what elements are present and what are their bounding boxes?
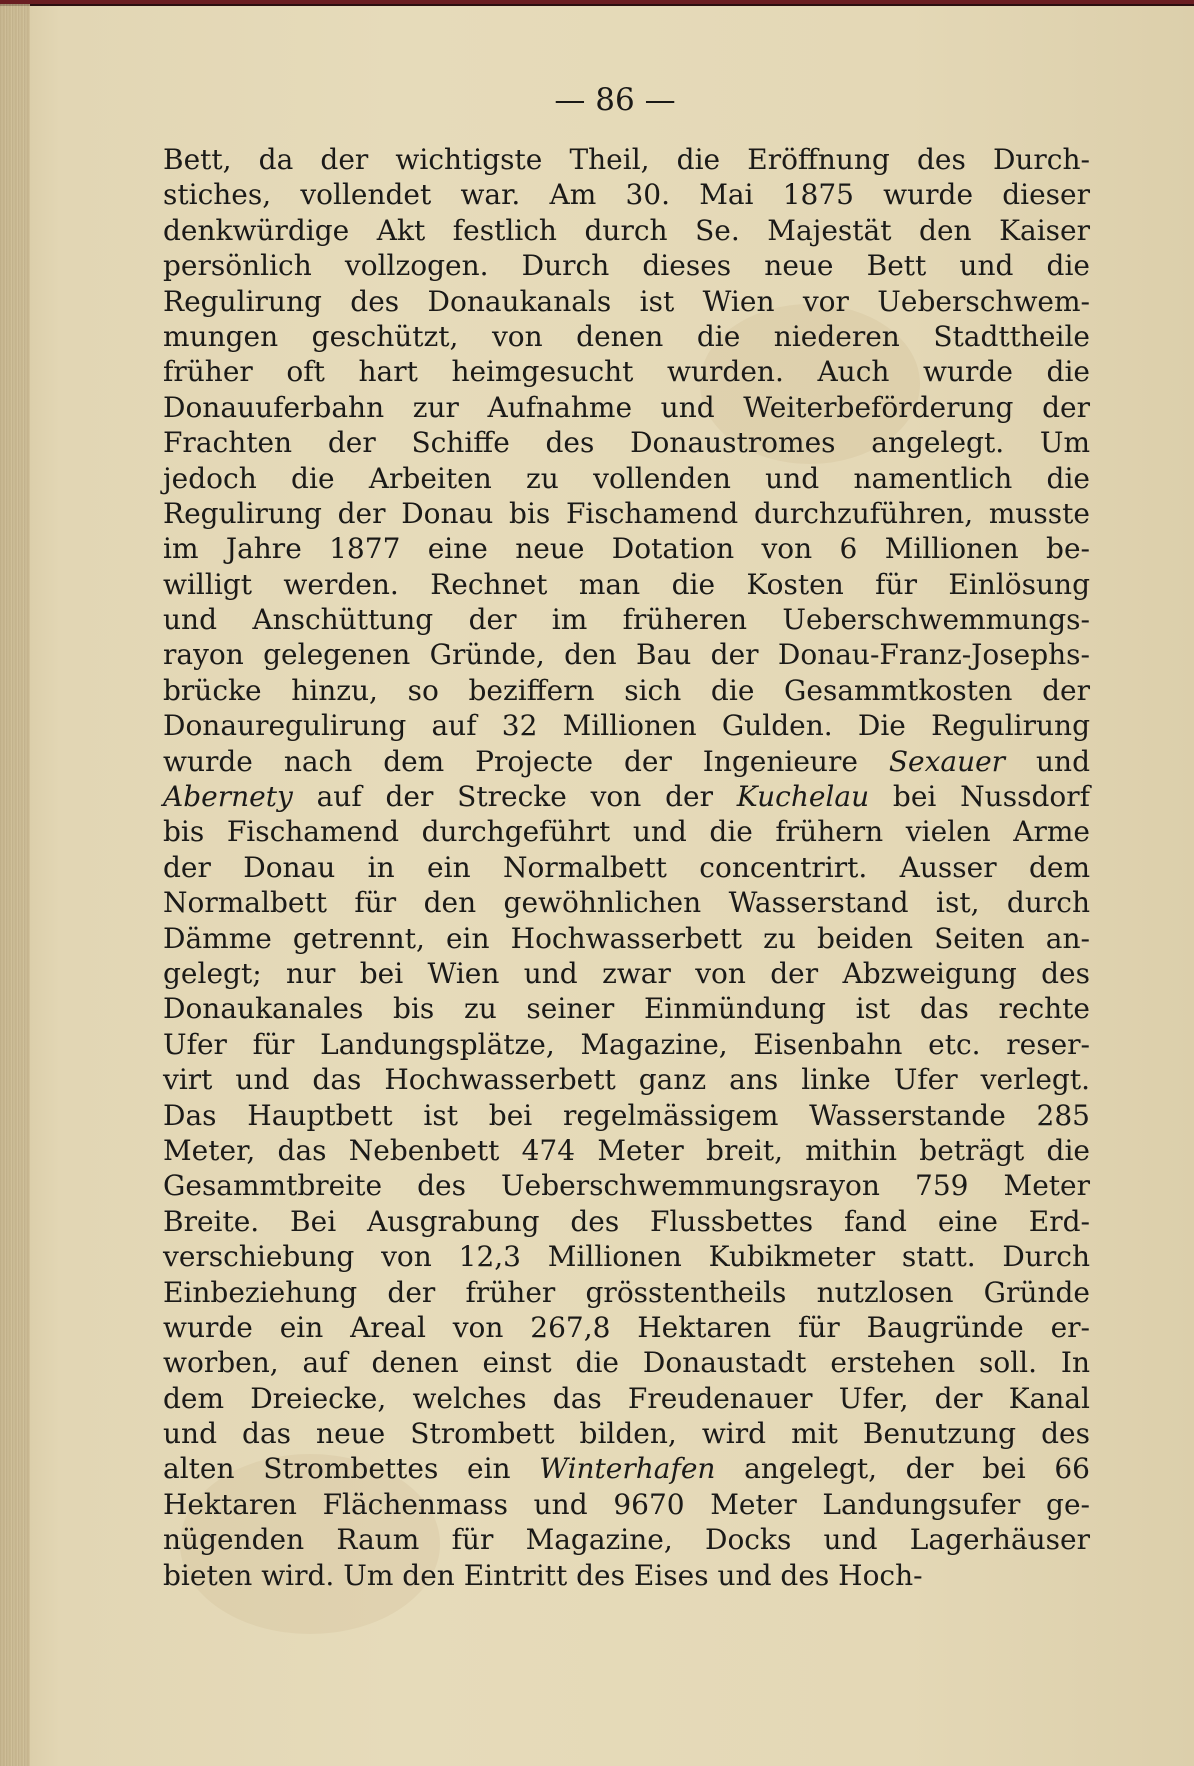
text-segment: Donaukanales bis zu seiner Einmündung ist das rechte [163, 992, 1090, 1026]
text-line [163, 1027, 1090, 1062]
text-line [163, 1204, 1090, 1239]
text-line [163, 496, 1090, 531]
text-segment: und das neue Strombett bilden, wird mit Benutzung des [163, 1417, 1090, 1451]
text-segment: brücke hinzu, so beziffern sich die Gesammtkosten der [163, 673, 1090, 707]
text-segment: auf der Strecke von der [292, 780, 737, 814]
text-segment: im Jahre 1877 eine neue Dotation von 6 Millionen be- [163, 532, 1090, 566]
text-segment: Regulirung des Donaukanals ist Wien vor Ueberschwem- [163, 284, 1090, 318]
text-segment: Regulirung der Donau bis Fischamend durchzuführen, musste [163, 496, 1090, 530]
text-segment: Frachten der Schiffe des Donaustromes angelegt. Um [163, 426, 1090, 460]
text-line [163, 1381, 1090, 1416]
text-line [163, 1345, 1090, 1380]
text-line [163, 956, 1090, 991]
text-line [163, 1133, 1090, 1168]
text-segment: Donauregulirung auf 32 Millionen Gulden. Die Regulirung [163, 709, 1090, 743]
text-segment: bei Nussdorf [869, 780, 1090, 814]
text-line [163, 567, 1090, 602]
text-segment: denkwürdige Akt festlich durch Se. Majestät den Kaiser [163, 213, 1090, 247]
text-segment: worben, auf denen einst die Donaustadt erstehen soll. In [163, 1346, 1090, 1380]
text-segment: Einbeziehung der früher grösstentheils nutzlosen Gründe [163, 1275, 1090, 1309]
page-number: — 86 — [554, 82, 676, 118]
text-segment: gelegt; nur bei Wien und zwar von der Abzweigung des [163, 956, 1090, 990]
text-segment: Hektaren Flächenmass und 9670 Meter Landungsufer ge- [163, 1487, 1090, 1521]
text-segment: willigt werden. Rechnet man die Kosten für Einlösung [163, 567, 1090, 601]
book-page [0, 4, 1194, 1766]
text-line [163, 1416, 1090, 1451]
text-line [163, 1451, 1090, 1486]
text-line [163, 1098, 1090, 1133]
text-segment: stiches, vollendet war. Am 30. Mai 1875 wurde dieser [163, 178, 1090, 212]
text-segment: und [1005, 744, 1091, 778]
text-segment: wurde ein Areal von 267,8 Hektaren für Baugründe er- [163, 1310, 1090, 1344]
text-segment: dem Dreiecke, welches das Freudenauer Ufer, der Kanal [163, 1381, 1090, 1415]
text-segment: Gesammtbreite des Ueberschwemmungsrayon 759 Meter [163, 1169, 1090, 1203]
text-segment: früher oft hart heimgesucht wurden. Auch wurde die [163, 355, 1090, 389]
text-line [163, 602, 1090, 637]
italic-name: Winterhafen [539, 1452, 716, 1486]
text-line [163, 673, 1090, 708]
text-segment: bieten wird. Um den Eintritt des Eises und des Hoch- [163, 1558, 923, 1592]
italic-name: Sexauer [888, 744, 1006, 778]
text-line [163, 991, 1090, 1026]
text-segment: der Donau in ein Normalbett concentrirt. Ausser dem [163, 850, 1090, 884]
text-segment: Meter, das Nebenbett 474 Meter breit, mithin beträgt die [163, 1133, 1090, 1167]
text-line [163, 1275, 1090, 1310]
text-line [163, 779, 1090, 814]
text-segment: nügenden Raum für Magazine, Docks und Lagerhäuser [163, 1523, 1090, 1557]
text-line [163, 708, 1090, 743]
text-segment: Breite. Bei Ausgrabung des Flussbettes fand eine Erd- [163, 1204, 1090, 1238]
page-edge [0, 4, 30, 1766]
text-segment: Das Hauptbett ist bei regelmässigem Wasserstande 285 [163, 1098, 1090, 1132]
text-segment: Donauuferbahn zur Aufnahme und Weiterbeförderung der [163, 390, 1090, 424]
text-line [163, 248, 1090, 283]
text-segment: persönlich vollzogen. Durch dieses neue Bett und die [163, 249, 1090, 283]
text-segment: Ufer für Landungsplätze, Magazine, Eisenbahn etc. reser- [163, 1027, 1090, 1061]
text-line [163, 531, 1090, 566]
text-line [163, 354, 1090, 389]
text-segment: wurde nach dem Projecte der Ingenieure [163, 744, 889, 778]
text-segment: mungen geschützt, von denen die niederen Stadttheile [163, 319, 1090, 353]
text-line [163, 1062, 1090, 1097]
text-line [163, 319, 1090, 354]
text-line [163, 744, 1090, 779]
body-text [163, 142, 1090, 1593]
text-line [163, 1239, 1090, 1274]
text-line [163, 1487, 1090, 1522]
text-line [163, 1310, 1090, 1345]
text-line [163, 1168, 1090, 1203]
italic-name: Kuchelau [736, 780, 870, 814]
text-segment: jedoch die Arbeiten zu vollenden und namentlich die [163, 461, 1090, 495]
text-line [163, 1522, 1090, 1557]
text-line [163, 425, 1090, 460]
text-line [163, 142, 1090, 177]
text-line [163, 885, 1090, 920]
text-segment: bis Fischamend durchgeführt und die frühern vielen Arme [163, 815, 1090, 849]
text-segment: virt und das Hochwasserbett ganz ans linke Ufer verlegt. [163, 1063, 1090, 1097]
text-segment: rayon gelegenen Gründe, den Bau der Donau-Franz-Josephs- [163, 638, 1090, 672]
text-line [163, 461, 1090, 496]
text-line [163, 921, 1090, 956]
text-line [163, 213, 1090, 248]
text-segment: Normalbett für den gewöhnlichen Wasserstand ist, durch [163, 886, 1090, 920]
text-line [163, 1558, 1090, 1593]
text-line [163, 814, 1090, 849]
text-segment: und Anschüttung der im früheren Ueberschwemmungs- [163, 603, 1090, 637]
text-segment: Bett, da der wichtigste Theil, die Eröffnung des Durch- [163, 143, 1090, 176]
text-segment: Dämme getrennt, ein Hochwasserbett zu beiden Seiten an- [163, 921, 1090, 955]
text-line [163, 637, 1090, 672]
text-segment: angelegt, der bei 66 [715, 1452, 1090, 1486]
text-line [163, 284, 1090, 319]
italic-name: Abernety [163, 780, 293, 814]
text-segment: verschiebung von 12,3 Millionen Kubikmeter statt. Durch [163, 1240, 1090, 1274]
text-line [163, 390, 1090, 425]
text-line [163, 850, 1090, 885]
text-segment: alten Strombettes ein [163, 1452, 540, 1486]
text-line [163, 177, 1090, 212]
